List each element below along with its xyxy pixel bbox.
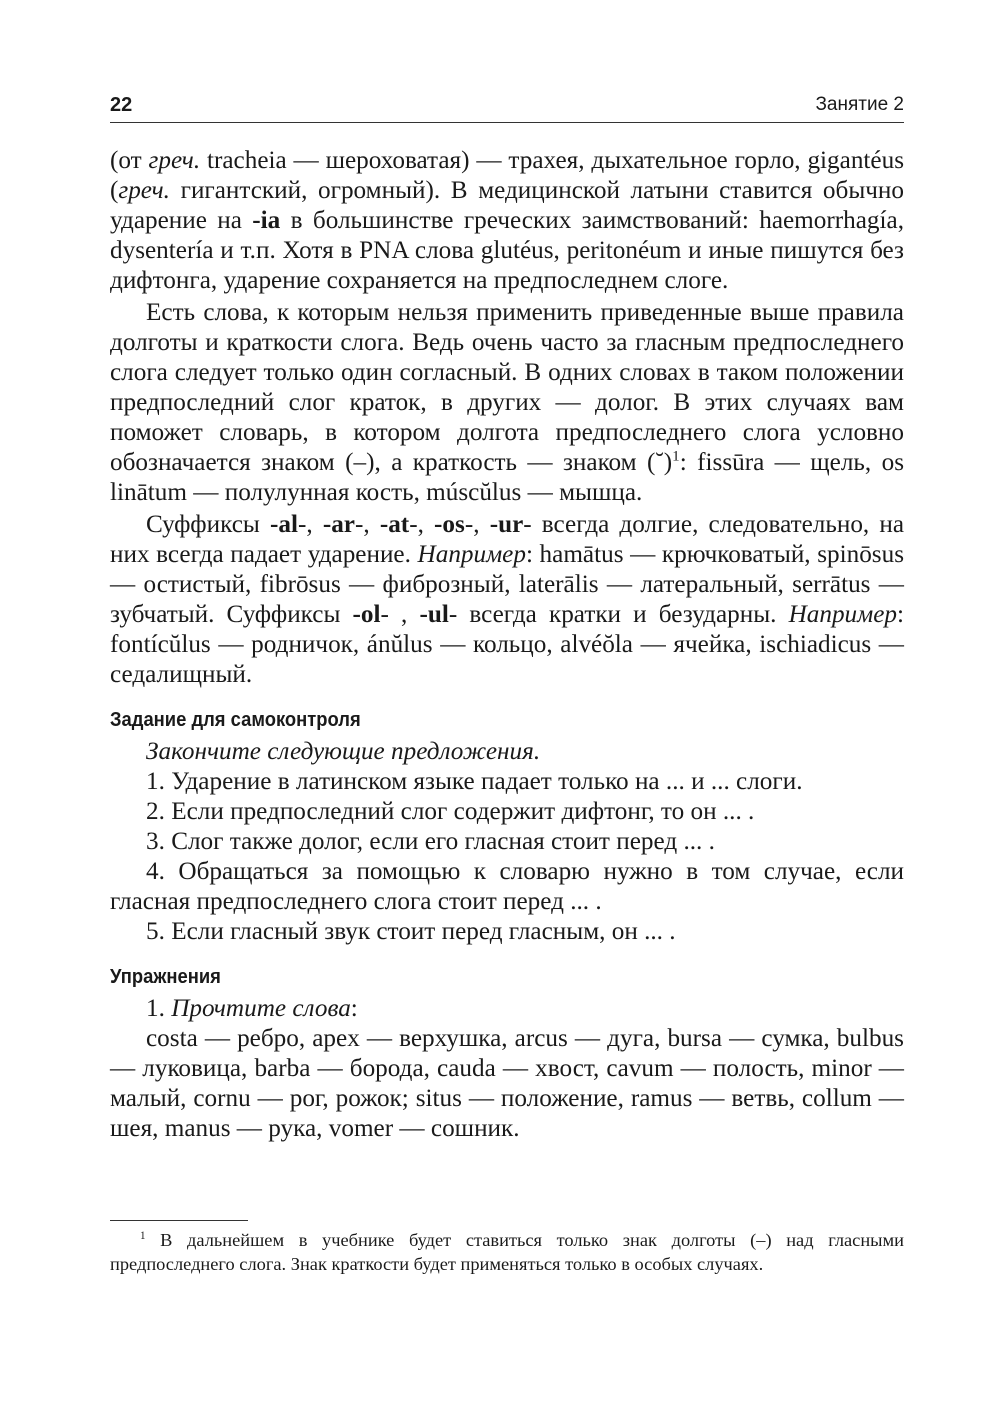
- exercise-1-title: 1. Прочтите слова:: [146, 995, 358, 1022]
- self-control-item-2: 2. Если предпоследний слог содержит дифтонг, то он ... .: [146, 798, 755, 825]
- paragraph-3: Суффиксы -al-, -ar-, -at-, -os-, -ur- всегда долгие, следовательно, на них всегда падает ударение. Например: hamātus — крючковатый, spinōsus — остистый, fibrōsus — фиброзный, laterālis — латеральный, serrātus — зубчатый. Суффиксы -ol- , -ul- всегда кратки и безударны. Например: fontícŭlus — родничок, ánŭlus — кольцо, alvéŏla — ячейка, ischiadicus — седалищный.: [110, 511, 905, 688]
- self-control-item-3: 3. Слог также долог, если его гласная стоит перед ... .: [146, 828, 715, 855]
- page-number: 22: [110, 94, 133, 116]
- section-heading-self-control: Задание для самоконтроля: [110, 709, 361, 731]
- main-text: [110, 146, 904, 1144]
- footnote-ref: 1: [672, 448, 680, 465]
- running-header: [110, 92, 904, 123]
- footnote-text: $^1$ В дальнейшем в учебнике будет ставиться только знак долготы (–) над гласными предпоследнего слога. Знак краткости будет применяться только в особых случаях.: [110, 1229, 904, 1274]
- self-control-item-5: 5. Если гласный звук стоит перед гласным, он ... .: [146, 918, 676, 945]
- paragraph-2: Есть слова, к которым нельзя применить приведенные выше правила долготы и краткости слога. Ведь очень часто за гласным предпоследнего слога следует только один согласный. В одних словах в таком положении предпоследний слог краток, в других — долог. В этих случаях вам поможет словарь, в котором долгота предпоследнего слога условно обозначается знаком (–), а краткость — знаком (˘)$^1$: fissūra — щель, os linātum — полулунная кость, múscŭlus — мышца.: [110, 299, 904, 506]
- self-control-item-4: 4. Обращаться за помощью к словарю нужно в том случае, если гласная предпоследнего слога стоит перед ... .: [110, 858, 904, 915]
- paragraph-1: (от греч. tracheia — шероховатая) — трахея, дыхательное горло, gigantéus (греч. гигантский, огромный). В медицинской латыни ставится обычно ударение на -ia в большинстве греческих заимствований: haemorrhagía, dysentería и т.п. Хотя в PNA слова glutéus, peritonéum и иные пишутся без дифтонга, ударение сохраняется на предпоследнем слоге.: [110, 147, 904, 294]
- chapter-title: Занятие 2: [815, 94, 904, 115]
- self-control-item-1: 1. Ударение в латинском языке падает только на ... и ... слоги.: [146, 768, 803, 795]
- self-control-intro: Закончите следующие предложения.: [146, 738, 541, 765]
- section-heading-exercises: Упражнения: [110, 966, 221, 988]
- footnote: [110, 1228, 904, 1276]
- exercise-1-text: costa — ребро, apex — верхушка, arcus — дуга, bursa — сумка, bulbus — луковица, barba — борода, cauda — хвост, cavum — полость, minor — малый, cornu — рог, рожок; situs — положение, ramus — ветвь, collum — шея, manus — рука, vomer — сошник.: [110, 1025, 904, 1142]
- footnote-divider: [110, 1220, 248, 1221]
